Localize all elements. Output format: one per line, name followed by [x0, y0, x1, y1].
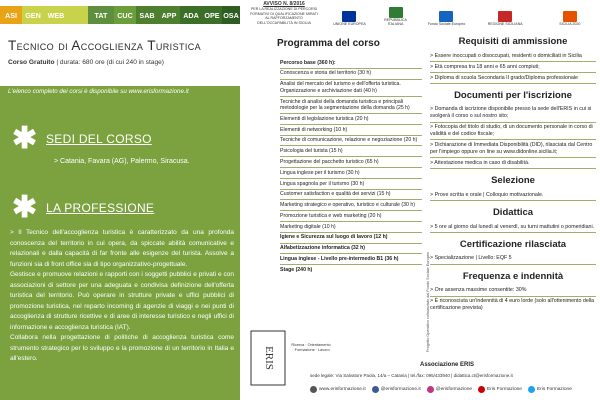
- freq-item: > È riconosciuta un'indennità di 4 euro lorde (solo all'ottenimento della certificazione prevista): [430, 298, 595, 312]
- didattica-item: > 5 ore al giorno dal lunedì al venerdì, su turni mattutini o pomeridiani.: [430, 222, 596, 233]
- category-tab[interactable]: OSA: [222, 6, 240, 24]
- programma-item: Tecniche di comunicazione, relazione e negoziazione (20 h): [280, 136, 422, 147]
- logo-label: Fondo Sociale Europeo: [427, 22, 466, 27]
- social-label: @erisformazione: [435, 387, 473, 392]
- programma-item: Elementi di legislazione turistica (20 h): [280, 114, 422, 125]
- programma-item: Psicologia del turista (15 h): [280, 146, 422, 157]
- programma-item: Tecniche di analisi della domanda turistica e principali metodologie per la segmentazione della domanda (25 h): [280, 97, 422, 114]
- eris-tagline: Ricerca · Orientamento · Formazione · Lavoro: [291, 343, 331, 352]
- logo-mark-icon: [439, 11, 453, 22]
- programma-title: Programma del corso: [277, 38, 380, 49]
- logo-label: REGIONE SICILIANA: [487, 22, 523, 27]
- category-tab[interactable]: TAT: [88, 6, 114, 24]
- eris-logo-text: ERIS: [263, 346, 275, 370]
- selezione-title: Selezione: [491, 174, 535, 186]
- social-link[interactable]: [427, 386, 472, 393]
- partner-logo: [330, 5, 369, 27]
- certificazione-title: Certificazione rilasciata: [459, 238, 567, 250]
- cert-item: > Specializzazione | Livello: EQF 5: [430, 254, 596, 265]
- programma-item: Igiene e Sicurezza sul luogo di lavoro (12 h): [280, 233, 422, 244]
- course-info: [8, 59, 232, 66]
- logo-mark-icon: [389, 7, 403, 18]
- category-tab[interactable]: ASI: [0, 6, 22, 24]
- social-label: www.erisformazione.it: [319, 387, 366, 392]
- sedi-heading: [12, 124, 152, 154]
- category-tab[interactable]: CUC: [114, 6, 136, 24]
- association-address: sede legale: Via Salvatore Paola, 14/a – Catania | tel./fax: 095/433940 | didattica.ct@erisformazione.it: [310, 373, 513, 378]
- documenti-title: Documenti per l'iscrizione: [454, 89, 572, 101]
- frequenza-list: [430, 286, 596, 314]
- avviso-text: PER LA REALIZZAZIONE DI PERCORSI FORMATIVI DI QUALIFICAZIONE MIRATI AL RAFFORZAMENTO DELL'OCCUPABILITÀ IN SICILIA: [250, 7, 318, 25]
- programma-item: Marketing digitale (10 h): [280, 222, 422, 233]
- requisiti-item: > Essere inoccupati o disoccupati, residenti o domiciliati in Sicilia: [430, 51, 596, 62]
- asterisk-icon: ✱: [12, 191, 38, 224]
- course-category-tabs: [0, 6, 240, 24]
- logo-mark-icon: [498, 11, 512, 22]
- programma-item: Analisi del mercato del turismo e dell'offerta turistica. Organizzazione e archiviazione dati (40 h): [280, 80, 422, 97]
- category-tab[interactable]: OPE: [202, 6, 222, 24]
- social-link[interactable]: [310, 386, 366, 393]
- freq-item: > Ore assenza massime consentite: 30%: [430, 286, 596, 297]
- professione-paragraph: Gestisce e promuove relazioni e rapporti con i soggetti pubblici e privati e con associazioni di settore per una adeguata e condivisa definizione dell'offerta turistica del territorio. Può operare in strutture private e uffici pubblici di promozione turistica, nel reparto incoming di agenzie di viaggi e nei punti di accoglienza di strutture ricettive e di aree di interesse turistico e negli uffici di informazione e accoglienza turistica (IAT).: [10, 271, 234, 331]
- certificazione-list: [430, 254, 596, 265]
- social-icon: [372, 386, 379, 393]
- professione-paragraph: Collabora nella progettazione di politiche di accoglienza turistica come strumento strategico per lo sviluppo e la promozione di un territorio in Italia e all'estero.: [10, 334, 234, 363]
- requisiti-list: [430, 51, 596, 84]
- programma-item: Lingua spagnola per il turismo (30 h): [280, 179, 422, 190]
- programma-item: Marketing strategico e operativo, turistico e culturale (30 h): [280, 200, 422, 211]
- social-link[interactable]: [528, 386, 572, 393]
- social-icon: [528, 386, 535, 393]
- requisiti-item: > Diploma di scuola Secondaria II grado/Diploma professionale: [430, 73, 596, 84]
- category-tab[interactable]: ADA: [180, 6, 202, 24]
- avviso-block: [248, 1, 320, 25]
- programma-item: Elementi di networking (10 h): [280, 125, 422, 136]
- logo-mark-icon: [342, 11, 356, 22]
- category-tab[interactable]: [68, 6, 88, 24]
- category-tab[interactable]: SAB: [136, 6, 158, 24]
- logo-label: UNIONE EUROPEA: [333, 22, 366, 27]
- page-title: Tecnico di Accoglienza Turistica: [8, 38, 202, 53]
- documenti-item: > Fotocopia del titolo di studio, di un documento personale in corso di validità e del codice fiscale;: [430, 123, 596, 141]
- programma-item: Stage (240 h): [280, 266, 313, 273]
- catalog-link[interactable]: L'elenco completo dei corsi è disponibile su www.erisformazione.it: [0, 86, 240, 98]
- partner-logo: [481, 5, 530, 27]
- selezione-item: > Prove scritta e orale | Colloquio motivazionale.: [430, 190, 596, 201]
- partner-logo: [540, 5, 600, 27]
- selezione-list: [430, 190, 596, 201]
- programma-item: Lingua inglese per il turismo (30 h): [280, 168, 422, 179]
- social-label: @erisformazione.it: [380, 387, 421, 392]
- programma-list: [280, 58, 422, 275]
- sedi-title: SEDI DEL CORSO: [46, 132, 152, 146]
- requisiti-item: > Età compresa tra 18 anni e 65 anni compiuti;: [430, 62, 596, 73]
- course-duration: | durata: 680 ore (di cui 240 in stage): [54, 59, 165, 66]
- documenti-list: [430, 105, 596, 169]
- social-label: Eris Formazione: [487, 387, 522, 392]
- programma-item: Promozione turistica e web marketing (20 h): [280, 211, 422, 222]
- programma-item: Alfabetizzazione informatica (32 h): [280, 244, 422, 255]
- didattica-title: Didattica: [492, 206, 534, 218]
- social-links: [310, 386, 600, 393]
- eris-logo: [250, 330, 286, 391]
- social-icon: [427, 386, 434, 393]
- documenti-item: > Domanda di iscrizione disponibile presso la sede dell'ERIS in cui si svolgerà il corso o sul nostro sito;: [430, 105, 596, 123]
- documenti-item: > Dichiarazione di Immediata Disponibilità (DID), rilasciata dal Centro per l'impiego oppure on line su www.didonline.sicilia.it;: [430, 140, 596, 158]
- social-label: Eris Formazione: [536, 387, 572, 392]
- avviso-number: AVVISO N. 8/2016: [263, 1, 305, 7]
- right-column: [430, 30, 596, 314]
- programma-item: Progettazione del pacchetto turistico (65 h): [280, 157, 422, 168]
- logo-mark-icon: [563, 11, 577, 22]
- partner-logo: [379, 5, 412, 27]
- course-label: Corso Gratuito: [8, 59, 55, 66]
- professione-heading: [12, 193, 154, 223]
- association-name: Associazione ERIS: [420, 362, 475, 368]
- professione-text: [10, 228, 234, 365]
- left-panel: [0, 0, 240, 400]
- social-link[interactable]: [372, 386, 421, 393]
- eris-logo-icon: [250, 330, 286, 386]
- frequenza-title: Frequenza e indennità: [462, 270, 564, 282]
- programma-item: Customer satisfaction e qualità dei servizi (15 h): [280, 190, 422, 201]
- social-icon: [310, 386, 317, 393]
- partner-logos: [330, 2, 600, 30]
- category-tab[interactable]: WEB: [44, 6, 68, 24]
- documenti-item: > Attestazione medica in caso di disabilità.: [430, 158, 596, 169]
- logo-label: REPUBBLICA ITALIANA: [384, 18, 407, 27]
- social-icon: [478, 386, 485, 393]
- green-panel: [0, 98, 240, 400]
- didattica-list: [430, 222, 596, 233]
- requisiti-title: Requisiti di ammissione: [458, 36, 568, 47]
- social-link[interactable]: [478, 386, 522, 393]
- vertical-note: Progetto Operativo cofinanziato dal Fondo Sociale Europeo: [426, 251, 430, 352]
- programma-item: Lingua inglese - Livello pre-intermedio B1 (36 h): [280, 254, 422, 265]
- asterisk-icon: ✱: [12, 122, 38, 155]
- professione-title: LA PROFESSIONE: [46, 201, 155, 215]
- partner-logo: [422, 5, 471, 27]
- professione-paragraph: > Il Tecnico dell'accoglienza turistica è caratterizzato da una profonda conoscenza del territorio in cui opera, da spiccate abilità comunicative e relazionali e dalla capacità di far fronte alle esigenze del turista. Assolve a funzioni sia di front office sia di tipo organizzativo-progettuale.: [10, 229, 234, 268]
- logo-label: SICILIA 2020: [559, 22, 581, 27]
- category-tab[interactable]: APP: [158, 6, 180, 24]
- category-tab[interactable]: GEN: [22, 6, 44, 24]
- programma-item: Conoscenza e storia del territorio (30 h): [280, 69, 422, 80]
- programma-item: Percorso base (360 h):: [280, 58, 422, 69]
- sedi-list: > Catania, Favara (AG), Palermo, Siracusa.: [54, 158, 190, 165]
